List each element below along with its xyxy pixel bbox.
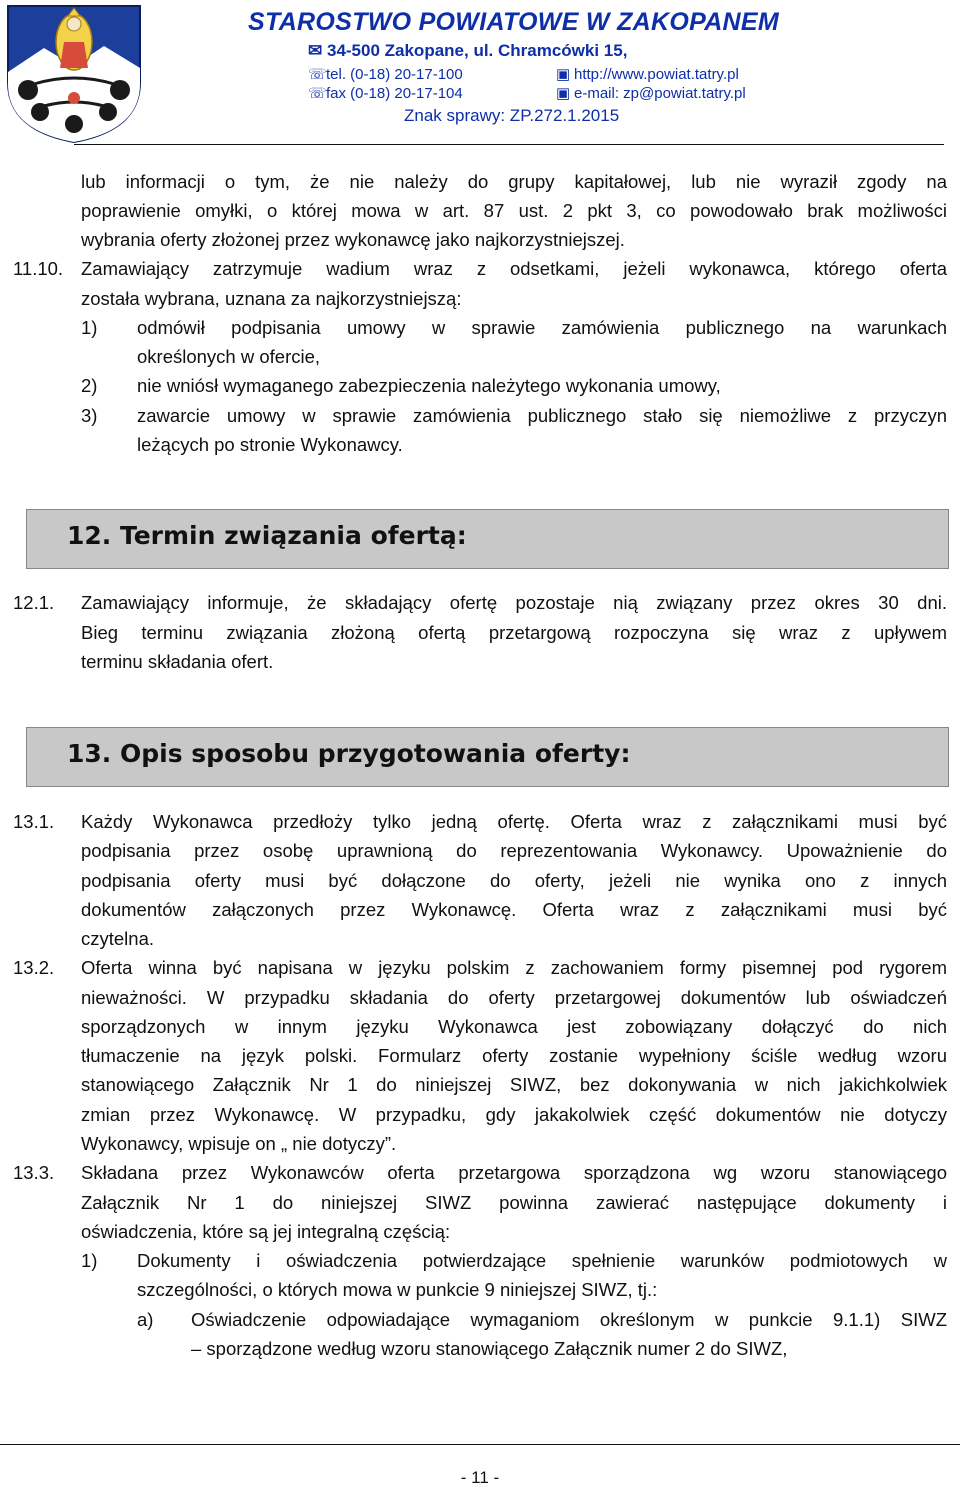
paragraph-line: podpisania przez osobę uprawnioną do reprezentowania Wykonawcy. Upoważnienie do [81,840,947,861]
list-number: 2) [81,375,98,396]
list-item: – sporządzone według wzoru stanowiącego Załącznik numer 2 do SIWZ, [191,1338,788,1359]
paragraph-line: Każdy Wykonawca przedłoży tylko jedną ofertę. Oferta wraz z załącznikami musi być [81,811,947,832]
paragraph-line: poprawienie omyłki, o której mowa w art. 87 ust. 2 pkt 3, co powodowało brak możliwości [81,200,947,221]
paragraph-line: lub informacji o tym, że nie należy do grupy kapitałowej, lub nie wyraził zgody na [81,171,947,192]
letterhead [0,0,960,146]
computer-icon: ▣ [556,85,571,102]
list-item: określonych w ofercie, [137,346,321,367]
list-item: odmówił podpisania umowy w sprawie zamówienia publicznego na warunkach [137,317,947,338]
list-item: Oświadczenie odpowiadające wymaganiom określonym w punkcie 9.1.1) SIWZ [191,1309,947,1330]
list-number: 3) [81,405,98,426]
clause-number: 11.10. [13,258,64,279]
website-row[interactable]: ▣ http://www.powiat.tatry.pl [556,66,739,83]
paragraph-line: stanowiącego Załącznik Nr 1 do niniejszej SIWZ, bez dokonywania w nich jakichkolwiek [81,1074,947,1095]
paragraph-line: podpisania oferty musi być dołączone do oferty, jeżeli nie wynika ono z innych [81,870,947,891]
fax-row: ☏fax (0-18) 20-17-104 [308,85,463,102]
clause-number: 13.1. [13,811,55,832]
paragraph-line: Składana przez Wykonawców oferta przetargowa sporządzona wg wzoru stanowiącego [81,1162,947,1183]
paragraph-line: została wybrana, uznana za najkorzystniejszą: [81,288,462,309]
list-item: zawarcie umowy w sprawie zamówienia publicznego stało się niemożliwe z przyczyn [137,405,947,426]
paragraph-line: zmian przez Wykonawcę. W przypadku, gdy jakakolwiek część dokumentów nie dotyczy [81,1104,947,1125]
footer-divider [0,1444,960,1445]
case-number: Znak sprawy: ZP.272.1.2015 [404,106,620,125]
paragraph-line: wybrania oferty złożonej przez wykonawcę jako najkorzystniejszej. [81,229,625,250]
paragraph-line: nieważności. W przypadku składania do oferty przetargowej dokumentów lub oświadczeń [81,987,947,1008]
paragraph-line: Wykonawcy, wpisuje on „ nie dotyczy”. [81,1133,397,1154]
paragraph-line: oświadczenia, które są jej integralną częścią: [81,1221,451,1242]
section-heading-12 [26,509,949,569]
paragraph-line: tłumaczenie na język polski. Formularz oferty zostanie wypełniony ściśle według wzoru [81,1045,947,1066]
list-item: leżących po stronie Wykonawcy. [137,434,403,455]
office-address: ✉ 34-500 Zakopane, ul. Chramcówki 15, [308,41,628,60]
computer-icon: ▣ [556,66,571,83]
clause-number: 12.1. [13,592,55,613]
clause-number: 13.2. [13,957,55,978]
phone-icon: ☏ [308,85,327,102]
paragraph-line: Zamawiający informuje, że składający ofertę pozostaje nią związany przez okres 30 dni. [81,592,947,613]
paragraph-line: Bieg terminu związania złożoną ofertą przetargową rozpoczyna się wraz z upływem [81,622,947,643]
list-number: 1) [81,1250,98,1271]
office-name: STAROSTWO POWIATOWE W ZAKOPANEM [248,8,780,36]
section-title: 12. Termin związania ofertą: [67,521,467,550]
page-number: - 11 - [460,1468,500,1487]
sublist-letter: a) [137,1309,154,1330]
paragraph-line: terminu składania ofert. [81,651,274,672]
paragraph-line: czytelna. [81,928,155,949]
phone-row: ☏tel. (0-18) 20-17-100 [308,66,463,83]
paragraph-line: Oferta winna być napisana w języku polskim z zachowaniem formy pisemnej pod rygorem [81,957,947,978]
email-row[interactable]: ▣ e-mail: zp@powiat.tatry.pl [556,85,746,102]
phone-icon: ☏ [308,66,327,83]
envelope-icon: ✉ [308,41,323,60]
clause-number: 13.3. [13,1162,55,1183]
county-coat-of-arms-icon [4,2,144,144]
section-heading-13 [26,727,949,787]
paragraph-line: Załącznik Nr 1 do niniejszej SIWZ powinna zawierać następujące dokumenty i [81,1192,947,1213]
list-item: szczególności, o których mowa w punkcie 9 niniejszej SIWZ, tj.: [137,1279,658,1300]
list-item: Dokumenty i oświadczenia potwierdzające spełnienie warunków podmiotowych w [137,1250,947,1271]
list-number: 1) [81,317,98,338]
paragraph-line: Zamawiający zatrzymuje wadium wraz z odsetkami, jeżeli wykonawca, którego oferta [81,258,947,279]
list-item: nie wniósł wymaganego zabezpieczenia należytego wykonania umowy, [137,375,721,396]
paragraph-line: dokumentów załączonych przez Wykonawcę. Oferta wraz z załącznikami musi być [81,899,947,920]
paragraph-line: sporządzonych w innym języku Wykonawca jest zobowiązany dołączyć do nich [81,1016,947,1037]
section-title: 13. Opis sposobu przygotowania oferty: [67,739,631,768]
header-divider [74,144,944,145]
